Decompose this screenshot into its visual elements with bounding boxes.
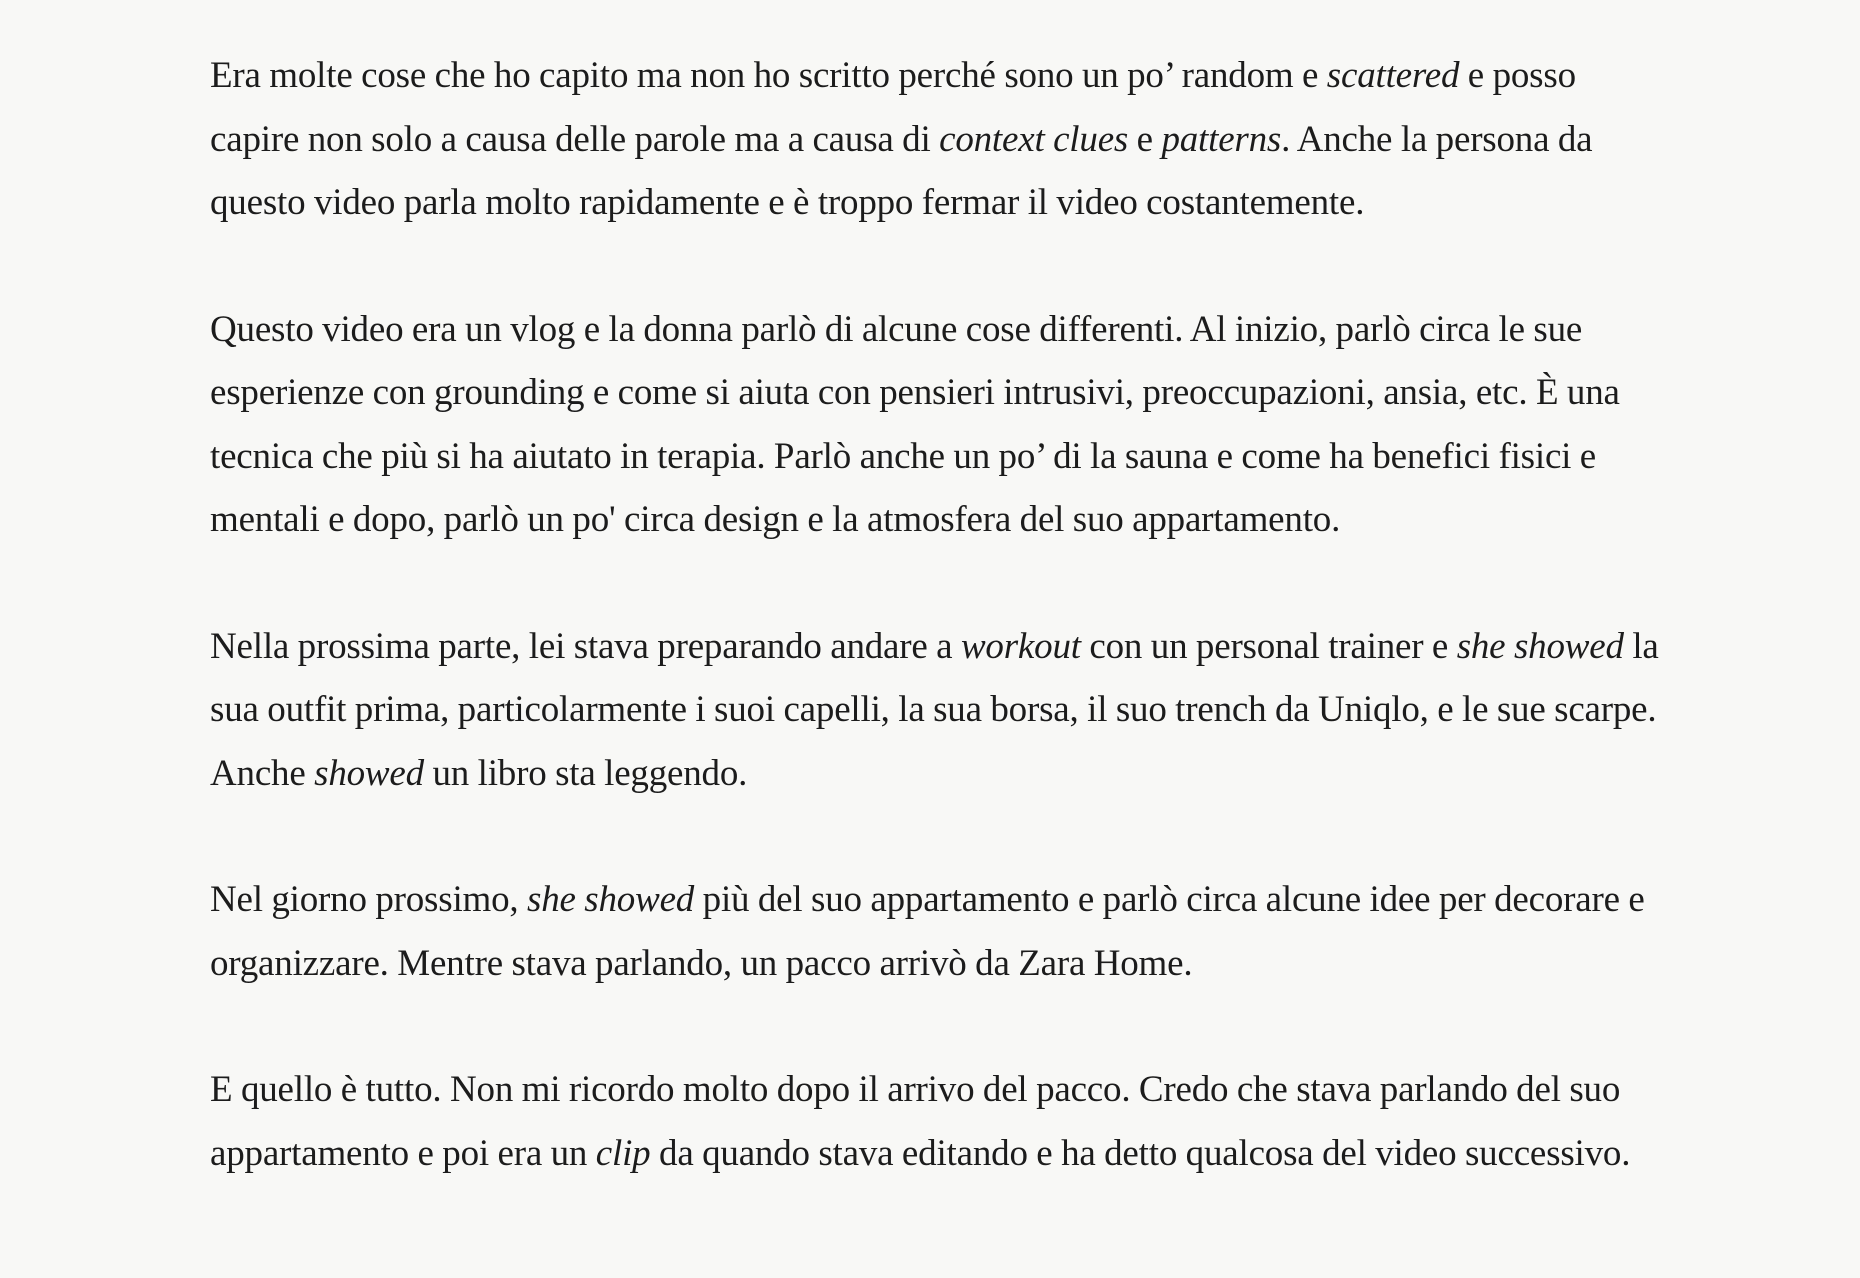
italic-text-segment: showed — [314, 752, 424, 794]
text-segment: Nel giorno prossimo, — [210, 879, 528, 920]
italic-text-segment: she showed — [1456, 625, 1624, 667]
text-segment: un libro sta leggendo. — [423, 752, 748, 794]
text-segment: Questo video era un vlog e la donna parlò di alcune cose differenti. Al inizio, parlò circa le sue esperienze con grounding e come si aiuta con pensieri intrusivi, preoccupazioni, ansia, etc. È una tecnica che più si ha aiutato in terapia. Parlò anche un po’ di la sauna e come ha benefici fisici e mentali e dopo, parlò un po' circa design e la atmosfera del suo appartamento. — [210, 308, 1620, 540]
paragraph-4 — [210, 868, 1660, 995]
italic-text-segment: clip — [595, 1132, 651, 1174]
italic-text-segment: patterns — [1161, 118, 1282, 160]
text-segment: e posso capire non solo a causa delle parole ma a causa di — [210, 55, 1576, 160]
text-segment: da quando stava editando e ha detto qualcosa del video successivo. — [650, 1132, 1631, 1174]
italic-text-segment: scattered — [1326, 55, 1460, 96]
italic-text-segment: context clues — [939, 118, 1129, 160]
text-segment: la sua outfit prima, particolarmente i suoi capelli, la sua borsa, il suo trench da Uniqlo, e le sue scarpe. Anche — [210, 625, 1659, 794]
text-segment: . Anche la persona da questo video parla molto rapidamente e è troppo fermar il video costantemente. — [210, 118, 1593, 223]
text-segment: Nella prossima parte, lei stava preparando andare a — [210, 625, 961, 667]
paragraph-1 — [210, 44, 1660, 235]
text-segment: e — [1128, 118, 1162, 160]
document-body — [210, 44, 1660, 1185]
italic-text-segment: workout — [960, 625, 1081, 667]
text-segment: con un personal trainer e — [1080, 625, 1457, 667]
italic-text-segment: she showed — [527, 879, 695, 920]
paragraph-2 — [210, 298, 1660, 552]
paragraph-3 — [210, 615, 1660, 806]
text-segment: E quello è tutto. Non mi ricordo molto dopo il arrivo del pacco. Credo che stava parlando del suo appartamento e poi era un — [210, 1069, 1621, 1174]
text-segment: più del suo appartamento e parlò circa alcune idee per decorare e organizzare. Mentre stava parlando, un pacco arrivò da Zara Home. — [210, 879, 1645, 984]
text-segment: Era molte cose che ho capito ma non ho scritto perché sono un po’ random e — [210, 55, 1327, 96]
paragraph-5 — [210, 1058, 1660, 1185]
